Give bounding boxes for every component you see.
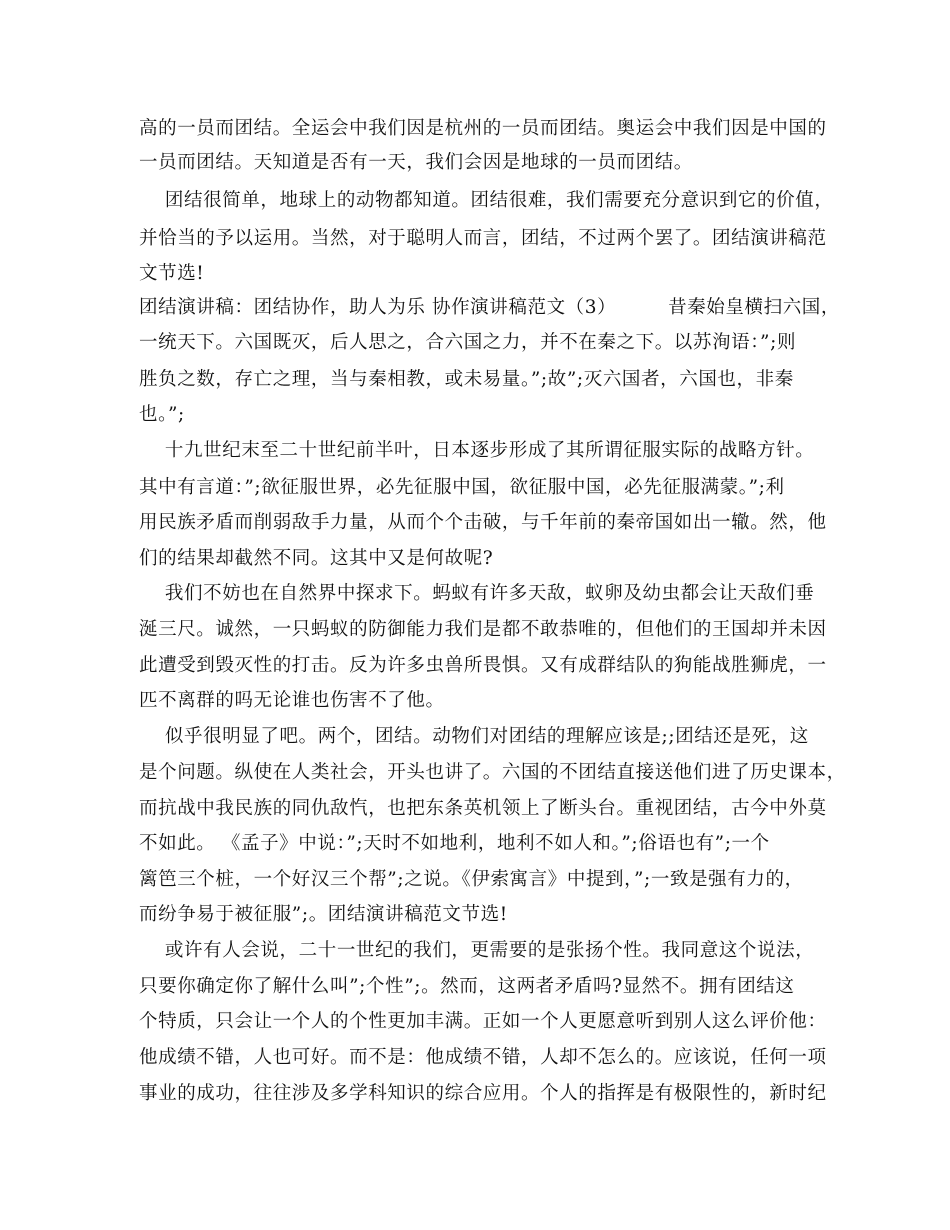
text-line: 用民族矛盾而削弱敌手力量，从而个个击破，与千年前的秦帝国如出一辙。然，他: [139, 512, 827, 533]
text-line: 而纷争易于被征服”;。团结演讲稿范文节选!: [139, 904, 508, 925]
text-line: 一员而团结。天知道是否有一天，我们会因是地球的一员而团结。: [139, 152, 693, 173]
text-line: 团结很简单，地球上的动物都知道。团结很难，我们需要充分意识到它的价值，: [139, 190, 834, 211]
text-line: 也。”;: [139, 404, 185, 425]
text-line: 篱笆三个桩，一个好汉三个帮”;之说。《伊索寓言》中提到，”;一致是强有力的，: [139, 869, 804, 890]
text-line: 他成绩不错，人也可好。而不是：他成绩不错，人却不怎么的。应该说，任何一项: [139, 1047, 827, 1068]
text-line: 文节选!: [139, 263, 205, 284]
text-line: 其中有言道：”;欲征服世界，必先征服中国，欲征服中国，必先征服满蒙。”;利: [139, 477, 785, 498]
text-line: 而抗战中我民族的同仇敌忾，也把东条英机领上了断头台。重视团结，古今中外莫: [139, 798, 827, 819]
text-line: 只要你确定你了解什么叫”;个性”;。然而，这两者矛盾吗?显然不。拥有团结这: [139, 976, 795, 997]
text-line: 事业的成功，往往涉及多学科知识的综合应用。个人的指挥是有极限性的，新时纪: [139, 1083, 827, 1104]
text-line: 们的结果却截然不同。这其中又是何故呢?: [139, 548, 494, 569]
text-line: 我们不妨也在自然界中探求下。蚂蚁有许多天敌，蚁卵及幼虫都会让天敌们垂: [139, 583, 815, 604]
text-line: 此遭受到毁灭性的打击。反为许多虫兽所畏惧。又有成群结队的狗能战胜狮虎，一: [139, 655, 827, 676]
text-line: 并恰当的予以运用。当然，对于聪明人而言，团结，不过两个罢了。团结演讲稿范: [139, 228, 827, 249]
text-line: 高的一员而团结。全运会中我们因是杭州的一员而团结。奥运会中我们因是中国的: [139, 118, 827, 139]
text-line: 似乎很明显了吧。两个，团结。动物们对团结的理解应该是;;团结还是死，这: [139, 726, 809, 747]
text-line: 团结演讲稿：团结协作，助人为乐 协作演讲稿范文（3） 昔秦始皇横扫六国，: [139, 297, 840, 318]
text-line: 涎三尺。诚然，一只蚂蚁的防御能力我们是都不敢恭唯的，但他们的王国却并未因: [139, 619, 827, 640]
text-line: 或许有人会说，二十一世纪的我们，更需要的是张扬个性。我同意这个说法，: [139, 940, 815, 961]
text-line: 是个问题。纵使在人类社会，开头也讲了。六国的不团结直接送他们进了历史课本，: [139, 762, 846, 783]
text-line: 胜负之数，存亡之理，当与秦相教，或未易量。”;故”;灭六国者，六国也，非秦: [139, 369, 794, 390]
text-line: 个特质，只会让一个人的个性更加丰满。正如一个人更愿意听到别人这么评价他：: [139, 1011, 827, 1032]
text-line: 匹不离群的吗无论谁也伤害不了他。: [139, 690, 445, 711]
text-line: 十九世纪末至二十世纪前半叶，日本逐步形成了其所谓征服实际的战略方针。: [139, 440, 815, 461]
text-line: 一统天下。六国既灭，后人思之，合六国之力，并不在秦之下。以苏洵语：”;则: [139, 332, 797, 353]
text-line: 不如此。 《孟子》中说：”;天时不如地利，地利不如人和。”;俗语也有”;一个: [139, 833, 770, 854]
